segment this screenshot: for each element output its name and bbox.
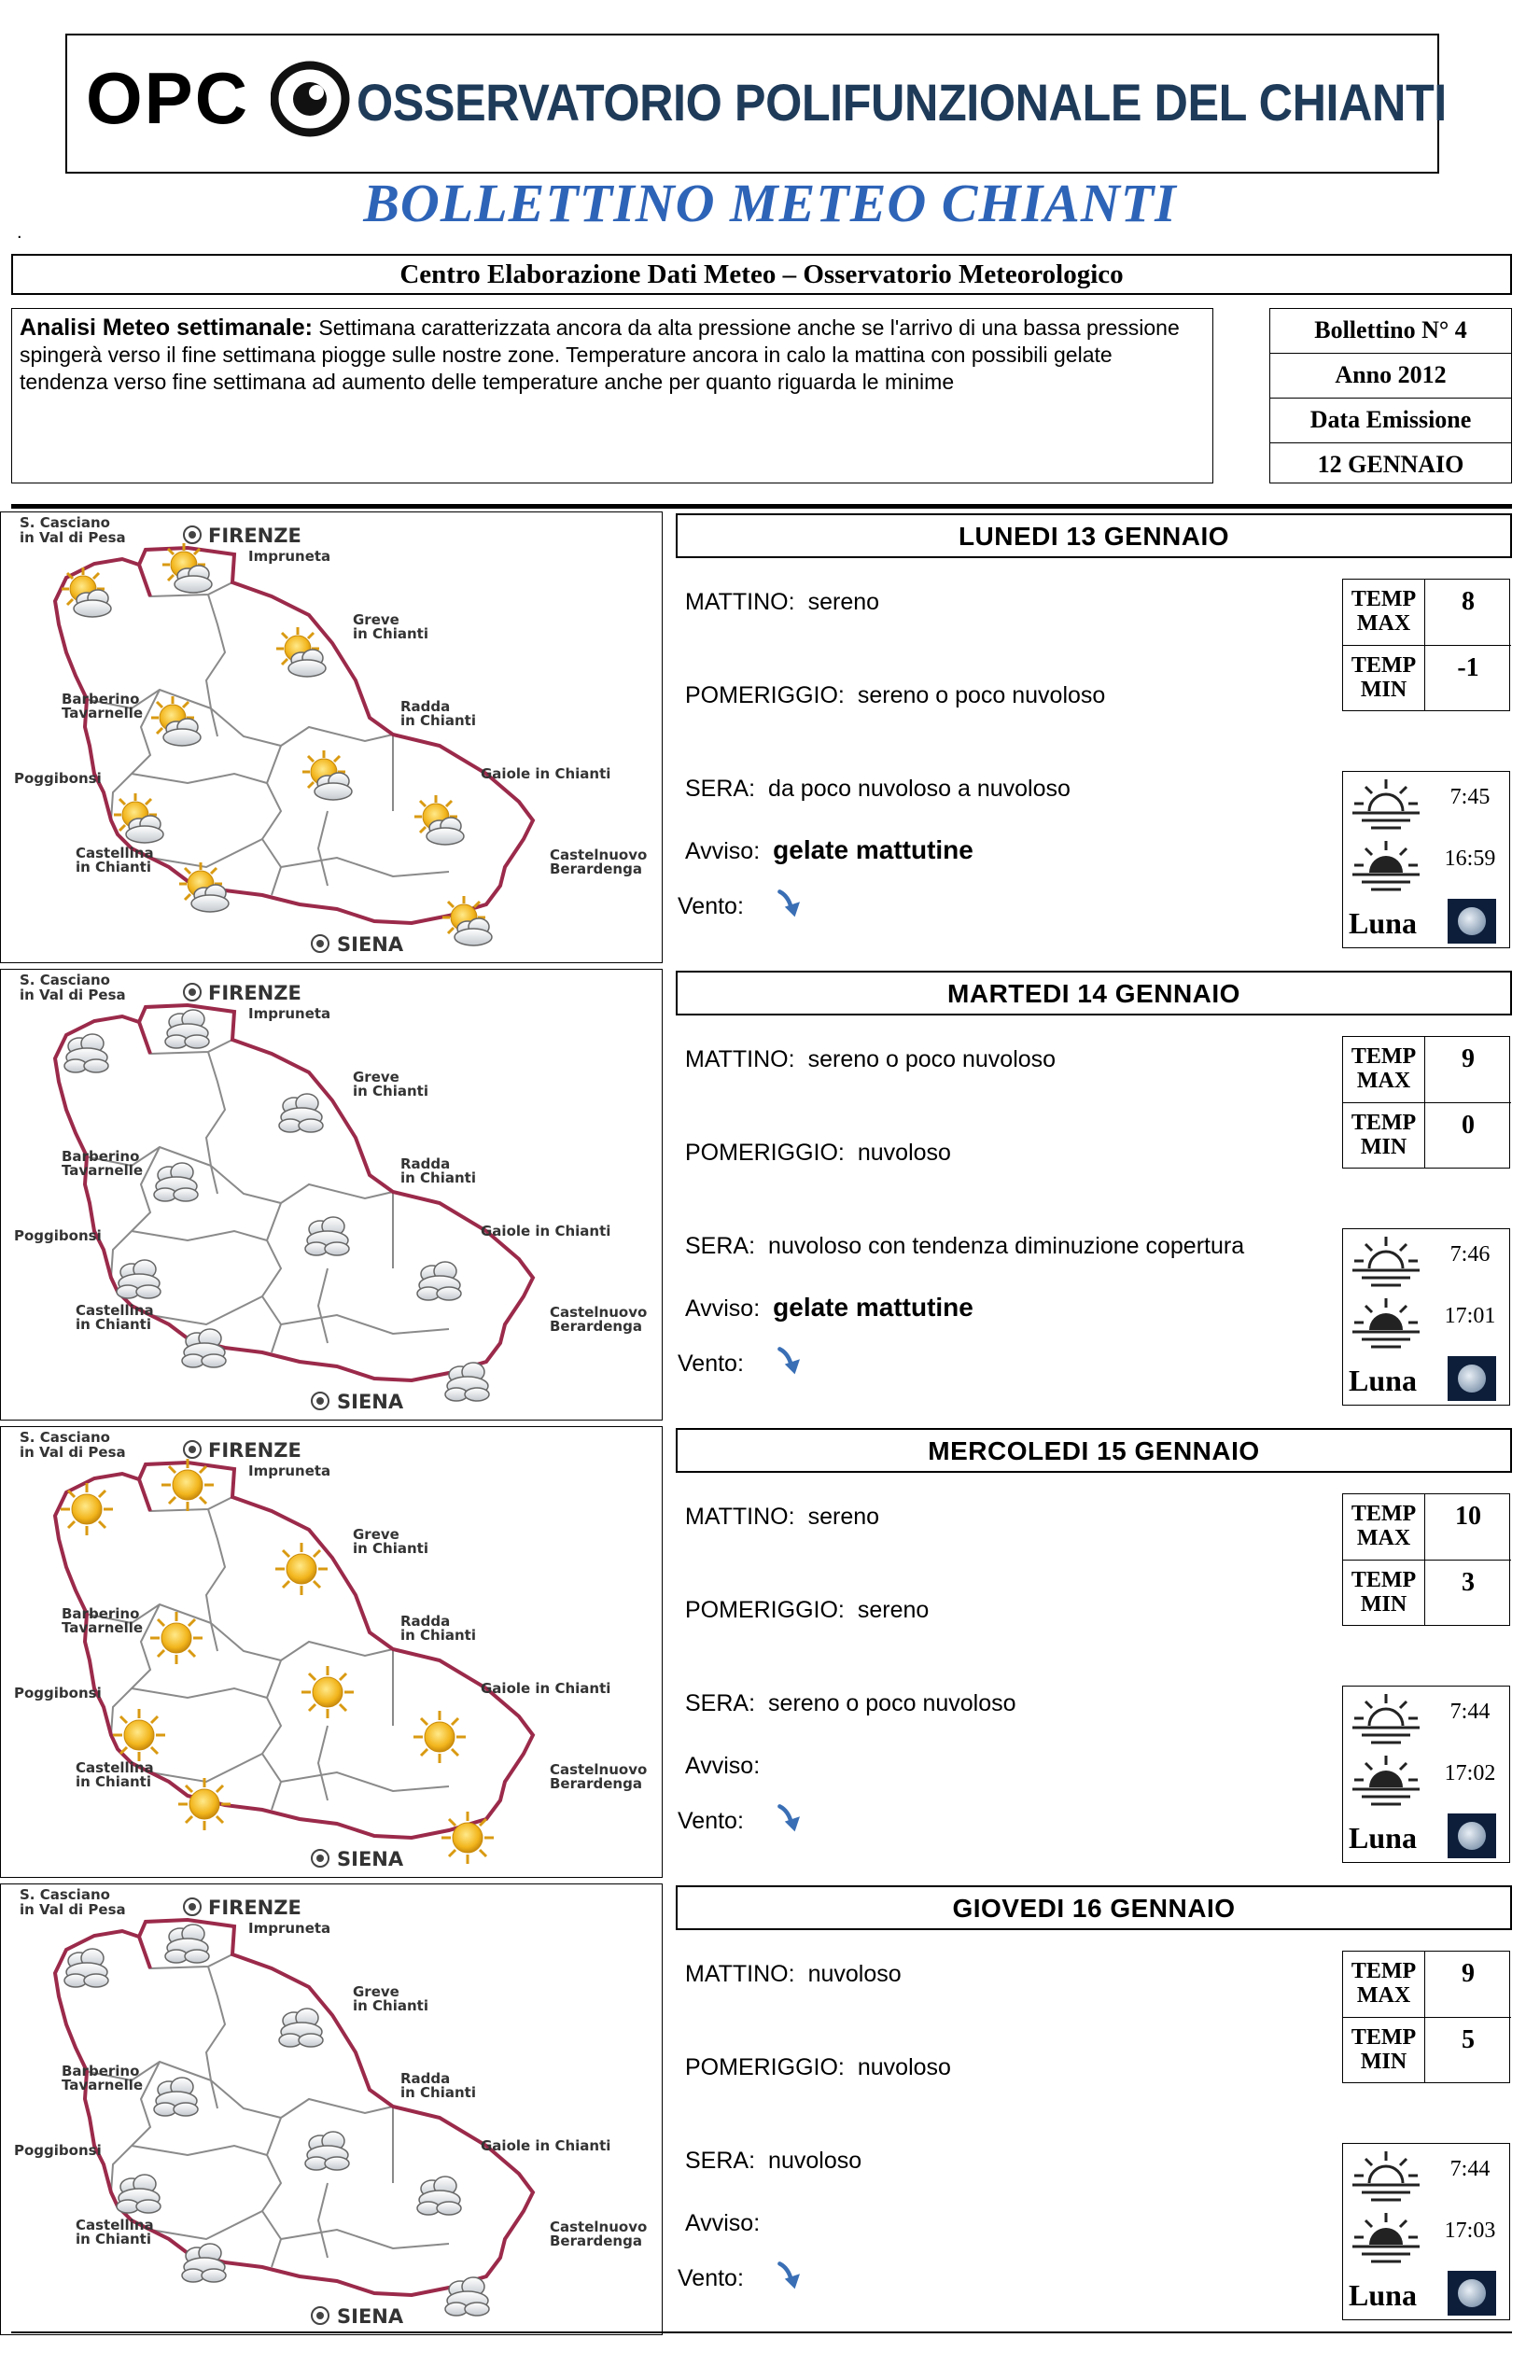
vento-label: Vento: — [678, 1808, 744, 1834]
analysis-text: Settimana caratterizzata ancora da alta pressione anche se l'arrivo di una bassa pressione spingerà verso il fine settimana piogge sulle nostre zone. Temperature ancora in calo la mattina con possibili gelate tendenza verso fine settimana ad aumento delle temperature anche per quanto riguarda le minime — [20, 315, 1180, 394]
map-label-firenze: FIRENZE — [208, 982, 301, 1004]
organization-name: OSSERVATORIO POLIFUNZIONALE DEL CHIANTI — [357, 73, 1447, 132]
max-word: MAX — [1356, 1069, 1411, 1093]
sun-cloud-icon — [414, 795, 464, 845]
pomeriggio-line — [685, 2053, 951, 2081]
mattino-label: MATTINO — [685, 1504, 789, 1530]
max-word: MAX — [1356, 1983, 1411, 2008]
sun-icon — [441, 1812, 494, 1864]
map-label-radda-2: in Chianti — [400, 1169, 476, 1186]
sun-cloud-icon — [276, 627, 326, 677]
map-label-castellina-2: in Chianti — [76, 859, 151, 875]
chianti-map — [0, 1883, 663, 2335]
colon: : — [749, 1690, 756, 1716]
temp-word: TEMP — [1351, 1959, 1417, 1983]
min-word: MIN — [1360, 2050, 1407, 2074]
colon: : — [837, 682, 845, 708]
map-label-radda-1: Radda — [400, 698, 451, 715]
map-label-greve-2: in Chianti — [353, 1083, 428, 1099]
map-label-castelnuovo-1: Castelnuovo — [550, 2219, 648, 2235]
sunset-icon — [1349, 1752, 1423, 1808]
cloud-icon — [417, 2177, 461, 2215]
temp-min-value: -1 — [1457, 653, 1479, 682]
colon: : — [753, 1753, 761, 1779]
map-label-greve-2: in Chianti — [353, 1540, 428, 1557]
vento-line — [678, 1807, 744, 1835]
vento-line — [678, 1350, 744, 1378]
colon: : — [788, 1961, 795, 1987]
cloud-icon — [64, 1034, 108, 1072]
avviso-value: gelate mattutine — [773, 835, 973, 864]
map-label-scasciano-1: S. Casciano — [20, 1429, 110, 1446]
chianti-map-svg — [1, 1427, 662, 1877]
mattino-value: sereno — [807, 589, 880, 615]
vento-line — [678, 892, 744, 920]
cloud-icon — [165, 1925, 209, 1963]
firenze-marker-icon — [184, 1441, 201, 1458]
map-label-siena: SIENA — [337, 1391, 404, 1413]
sunset-icon — [1349, 1295, 1423, 1351]
sera-label: SERA — [685, 1690, 749, 1716]
sunset-time: 17:03 — [1444, 2219, 1496, 2243]
analysis-label: Analisi Meteo settimanale — [20, 315, 305, 341]
avviso-label: Avviso — [685, 838, 754, 864]
map-label-firenze: FIRENZE — [208, 1439, 301, 1462]
temperature-box — [1342, 1493, 1510, 1626]
day-forecast-2 — [0, 969, 1540, 1421]
sunrise-icon — [1349, 1233, 1423, 1289]
mattino-label: MATTINO — [685, 589, 789, 615]
sera-label: SERA — [685, 2148, 749, 2174]
sun-icon — [275, 1543, 328, 1595]
sera-value: da poco nuvoloso a nuvoloso — [768, 776, 1071, 802]
colon: : — [788, 589, 795, 615]
pomeriggio-value: nuvoloso — [857, 2054, 951, 2080]
moon-phase-icon — [1448, 899, 1496, 944]
sun-icon — [161, 1459, 214, 1511]
vento-label: Vento: — [678, 2265, 744, 2291]
colon: : — [788, 1046, 795, 1072]
sera-line — [685, 2147, 861, 2175]
mattino-value: sereno — [807, 1504, 880, 1530]
map-label-barberino-2: Tavarnelle — [62, 705, 144, 721]
avviso-label: Avviso — [685, 1753, 754, 1779]
map-label-castellina-2: in Chianti — [76, 1316, 151, 1333]
sun-icon — [113, 1709, 165, 1761]
sera-line — [685, 1689, 1016, 1717]
map-label-barberino-1: Barberino — [62, 1605, 140, 1622]
temp-word: TEMP — [1351, 587, 1417, 611]
sera-value: nuvoloso con tendenza diminuzione copertura — [768, 1233, 1245, 1259]
mattino-line — [685, 1960, 902, 1988]
pomeriggio-line — [685, 1596, 929, 1624]
map-label-castellina-1: Castellina — [76, 845, 154, 861]
wind-arrow-icon — [775, 887, 808, 920]
sun-cloud-icon — [114, 793, 163, 843]
map-label-impruneta: Impruneta — [248, 548, 331, 565]
min-word: MIN — [1360, 1135, 1407, 1159]
sera-line — [685, 775, 1071, 803]
map-label-radda-1: Radda — [400, 1155, 451, 1172]
map-label-castellina-1: Castellina — [76, 2217, 154, 2233]
sera-value: nuvoloso — [768, 2148, 862, 2174]
sunrise-time: 7:44 — [1449, 1700, 1491, 1724]
sunset-time: 17:02 — [1444, 1761, 1496, 1785]
colon: : — [749, 2148, 756, 2174]
firenze-marker-icon — [184, 526, 201, 543]
temp-max-label — [1343, 1494, 1425, 1560]
map-label-greve-1: Greve — [353, 1983, 399, 2000]
analysis-colon: : — [304, 315, 313, 341]
section-divider — [11, 504, 1512, 509]
temp-min-label — [1343, 2018, 1425, 2083]
colon: : — [753, 838, 761, 864]
map-label-gaiole: Gaiole in Chianti — [481, 1680, 611, 1697]
map-label-greve-2: in Chianti — [353, 625, 428, 642]
map-label-poggibonsi: Poggibonsi — [14, 2142, 102, 2159]
map-label-radda-1: Radda — [400, 2070, 451, 2087]
map-label-scasciano-2: in Val di Pesa — [20, 529, 126, 546]
firenze-marker-icon — [184, 984, 201, 1001]
day-forecast-3 — [0, 1426, 1540, 1878]
sun-cloud-icon — [179, 862, 229, 912]
day-forecast-4 — [0, 1883, 1540, 2335]
map-label-firenze: FIRENZE — [208, 525, 301, 547]
map-label-castellina-1: Castellina — [76, 1302, 154, 1319]
map-label-scasciano-2: in Val di Pesa — [20, 1444, 126, 1461]
avviso-line — [685, 1294, 973, 1323]
map-label-gaiole: Gaiole in Chianti — [481, 2137, 611, 2154]
colon: : — [788, 1504, 795, 1530]
logo-text: OPC — [86, 57, 250, 139]
chianti-map-svg — [1, 512, 662, 962]
map-label-greve-1: Greve — [353, 1526, 399, 1543]
vento-label: Vento: — [678, 893, 744, 919]
temp-min-value: 3 — [1462, 1568, 1475, 1597]
sun-moon-box — [1342, 771, 1510, 948]
temp-max-value: 8 — [1462, 587, 1475, 616]
stray-dot: . — [17, 222, 22, 243]
avviso-label: Avviso — [685, 2210, 754, 2236]
map-label-gaiole: Gaiole in Chianti — [481, 765, 611, 782]
pomeriggio-line — [685, 1139, 951, 1167]
map-label-scasciano-2: in Val di Pesa — [20, 987, 126, 1003]
cloud-icon — [305, 2132, 349, 2170]
map-label-castelnuovo-2: Berardenga — [550, 2233, 642, 2249]
cloud-icon — [64, 1949, 108, 1987]
cloud-icon — [279, 1094, 323, 1132]
temp-word: TEMP — [1351, 1111, 1417, 1135]
colon: : — [837, 1140, 845, 1166]
pomeriggio-line — [685, 681, 1105, 709]
map-label-barberino-2: Tavarnelle — [62, 2077, 144, 2093]
temp-min-value: 0 — [1462, 1111, 1475, 1140]
temp-max-value: 9 — [1462, 1044, 1475, 1073]
day-title: LUNEDI 13 GENNAIO — [676, 513, 1512, 558]
siena-marker-icon — [312, 1393, 329, 1409]
temp-min-label — [1343, 1103, 1425, 1169]
sun-cloud-icon — [302, 750, 352, 800]
map-label-radda-2: in Chianti — [400, 1627, 476, 1644]
luna-label: Luna — [1349, 1821, 1417, 1855]
sera-value: sereno o poco nuvoloso — [768, 1690, 1016, 1716]
moon-phase-icon — [1448, 1813, 1496, 1858]
sun-moon-box — [1342, 2143, 1510, 2320]
temperature-box — [1342, 579, 1510, 711]
wind-arrow-icon — [775, 1801, 808, 1835]
map-label-castellina-2: in Chianti — [76, 2231, 151, 2247]
temp-max-label — [1343, 580, 1425, 645]
map-label-siena: SIENA — [337, 1848, 404, 1870]
chianti-map-svg — [1, 970, 662, 1420]
map-label-greve-2: in Chianti — [353, 1997, 428, 2014]
map-label-poggibonsi: Poggibonsi — [14, 770, 102, 787]
mattino-line — [685, 588, 879, 616]
pomeriggio-label: POMERIGGIO — [685, 1597, 838, 1623]
temp-word: TEMP — [1351, 2025, 1417, 2050]
day-forecast-1 — [0, 511, 1540, 963]
day-title: GIOVEDI 16 GENNAIO — [676, 1885, 1512, 1930]
moon-phase-icon — [1448, 1356, 1496, 1401]
bottom-divider — [11, 2331, 1512, 2333]
temperature-box — [1342, 1036, 1510, 1169]
sera-label: SERA — [685, 1233, 749, 1259]
map-label-castelnuovo-1: Castelnuovo — [550, 847, 648, 863]
emission-label: Data Emissione — [1270, 399, 1511, 443]
map-label-scasciano-2: in Val di Pesa — [20, 1901, 126, 1918]
cloud-icon — [445, 1363, 489, 1401]
bulletin-number: Bollettino N° 4 — [1270, 309, 1511, 354]
luna-label: Luna — [1349, 1364, 1417, 1397]
map-label-castelnuovo-2: Berardenga — [550, 1318, 642, 1335]
temp-word: TEMP — [1351, 1568, 1417, 1592]
sun-icon — [301, 1666, 354, 1718]
sunrise-icon — [1349, 1690, 1423, 1746]
map-label-castelnuovo-1: Castelnuovo — [550, 1761, 648, 1778]
vento-line — [678, 2264, 744, 2292]
min-word: MIN — [1360, 1592, 1407, 1617]
map-label-barberino-1: Barberino — [62, 691, 140, 707]
map-label-scasciano-1: S. Casciano — [20, 972, 110, 988]
bulletin-info-box — [1269, 308, 1512, 483]
map-label-gaiole: Gaiole in Chianti — [481, 1223, 611, 1239]
map-label-barberino-2: Tavarnelle — [62, 1162, 144, 1179]
map-label-impruneta: Impruneta — [248, 1005, 331, 1022]
chianti-map — [0, 511, 663, 963]
min-word: MIN — [1360, 678, 1407, 702]
cloud-icon — [165, 1010, 209, 1048]
map-label-radda-2: in Chianti — [400, 712, 476, 729]
temperature-box — [1342, 1951, 1510, 2083]
pomeriggio-label: POMERIGGIO — [685, 2054, 838, 2080]
sunrise-time: 7:44 — [1449, 2157, 1491, 2181]
cloud-icon — [182, 1329, 226, 1367]
siena-marker-icon — [312, 935, 329, 952]
map-label-firenze: FIRENZE — [208, 1897, 301, 1919]
map-label-castelnuovo-2: Berardenga — [550, 861, 642, 877]
cloud-icon — [154, 2078, 198, 2116]
sera-line — [685, 1232, 1244, 1260]
map-label-barberino-1: Barberino — [62, 2063, 140, 2079]
moon-phase-icon — [1448, 2271, 1496, 2316]
day-title: MERCOLEDI 15 GENNAIO — [676, 1428, 1512, 1473]
sera-label: SERA — [685, 776, 749, 802]
map-label-siena: SIENA — [337, 2305, 404, 2328]
wind-arrow-icon — [775, 2259, 808, 2292]
pomeriggio-label: POMERIGGIO — [685, 682, 838, 708]
pomeriggio-value: sereno o poco nuvoloso — [857, 682, 1106, 708]
vento-label: Vento: — [678, 1351, 744, 1377]
chianti-map-svg — [1, 1884, 662, 2334]
sunrise-time: 7:46 — [1449, 1242, 1491, 1267]
chianti-map — [0, 1426, 663, 1878]
sun-cloud-icon — [151, 696, 201, 746]
mattino-label: MATTINO — [685, 1961, 789, 1987]
temp-min-value: 5 — [1462, 2025, 1475, 2054]
header-logo-box — [65, 34, 1447, 174]
temp-word: TEMP — [1351, 1044, 1417, 1069]
avviso-label: Avviso — [685, 1295, 754, 1322]
pomeriggio-label: POMERIGGIO — [685, 1140, 838, 1166]
colon: : — [753, 1295, 761, 1322]
temp-word: TEMP — [1351, 1502, 1417, 1526]
max-word: MAX — [1356, 611, 1411, 636]
pomeriggio-value: sereno — [857, 1597, 930, 1623]
pomeriggio-value: nuvoloso — [857, 1140, 951, 1166]
sun-icon — [413, 1711, 466, 1763]
max-word: MAX — [1356, 1526, 1411, 1550]
sunset-icon — [1349, 2209, 1423, 2265]
map-label-scasciano-1: S. Casciano — [20, 514, 110, 531]
colon: : — [749, 776, 756, 802]
map-label-castelnuovo-2: Berardenga — [550, 1775, 642, 1792]
temp-max-value: 9 — [1462, 1959, 1475, 1988]
sun-icon — [178, 1778, 231, 1830]
map-label-radda-1: Radda — [400, 1613, 451, 1630]
temp-word: TEMP — [1351, 653, 1417, 678]
temp-min-label — [1343, 1561, 1425, 1626]
map-label-castellina-2: in Chianti — [76, 1773, 151, 1790]
sunset-time: 17:01 — [1444, 1304, 1496, 1328]
colon: : — [837, 1597, 845, 1623]
cloud-icon — [154, 1163, 198, 1201]
sunrise-time: 7:45 — [1449, 785, 1491, 809]
bulletin-year: Anno 2012 — [1270, 354, 1511, 399]
avviso-line — [685, 1751, 773, 1780]
map-label-greve-1: Greve — [353, 1069, 399, 1085]
avviso-line — [685, 2208, 773, 2237]
map-label-scasciano-1: S. Casciano — [20, 1886, 110, 1903]
sunrise-icon — [1349, 776, 1423, 832]
eye-logo-icon — [271, 52, 355, 146]
chianti-map — [0, 969, 663, 1421]
temp-max-label — [1343, 1037, 1425, 1102]
colon: : — [753, 2210, 761, 2236]
temp-min-label — [1343, 646, 1425, 711]
avviso-value: gelate mattutine — [773, 1293, 973, 1322]
colon: : — [749, 1233, 756, 1259]
emission-date: 12 GENNAIO — [1317, 451, 1464, 478]
map-label-greve-1: Greve — [353, 611, 399, 628]
day-title: MARTEDI 14 GENNAIO — [676, 971, 1512, 1015]
weekly-analysis — [11, 308, 1213, 483]
mattino-line — [685, 1503, 879, 1531]
map-label-siena: SIENA — [337, 933, 404, 956]
cloud-icon — [305, 1217, 349, 1255]
sun-icon — [150, 1612, 203, 1664]
map-label-barberino-2: Tavarnelle — [62, 1619, 144, 1636]
cloud-icon — [279, 2009, 323, 2047]
sun-icon — [61, 1483, 113, 1535]
sun-cloud-icon — [62, 567, 111, 617]
map-label-impruneta: Impruneta — [248, 1463, 331, 1479]
map-label-radda-2: in Chianti — [400, 2084, 476, 2101]
luna-label: Luna — [1349, 906, 1417, 940]
sun-moon-box — [1342, 1228, 1510, 1406]
map-label-castellina-1: Castellina — [76, 1759, 154, 1776]
bulletin-title: BOLLETTINO METEO CHIANTI — [363, 173, 1177, 233]
temp-max-value: 10 — [1455, 1502, 1481, 1531]
map-label-castelnuovo-1: Castelnuovo — [550, 1304, 648, 1321]
luna-label: Luna — [1349, 2278, 1417, 2312]
cloud-icon — [117, 1260, 161, 1298]
sunset-time: 16:59 — [1444, 847, 1496, 871]
sunrise-icon — [1349, 2148, 1423, 2204]
temp-max-label — [1343, 1952, 1425, 2017]
colon: : — [837, 2054, 845, 2080]
siena-marker-icon — [312, 1850, 329, 1867]
cloud-icon — [182, 2244, 226, 2282]
sunset-icon — [1349, 837, 1423, 893]
cloud-icon — [117, 2175, 161, 2213]
avviso-line — [685, 836, 973, 865]
map-label-poggibonsi: Poggibonsi — [14, 1685, 102, 1701]
siena-marker-icon — [312, 2307, 329, 2324]
mattino-value: nuvoloso — [807, 1961, 902, 1987]
center-heading: Centro Elaborazione Dati Meteo – Osservatorio Meteorologico — [11, 254, 1512, 295]
cloud-icon — [445, 2277, 489, 2316]
map-label-poggibonsi: Poggibonsi — [14, 1227, 102, 1244]
wind-arrow-icon — [775, 1344, 808, 1378]
cloud-icon — [417, 1262, 461, 1300]
firenze-marker-icon — [184, 1898, 201, 1915]
mattino-value: sereno o poco nuvoloso — [807, 1046, 1057, 1072]
sun-moon-box — [1342, 1686, 1510, 1863]
map-label-barberino-1: Barberino — [62, 1148, 140, 1165]
map-label-impruneta: Impruneta — [248, 1920, 331, 1937]
mattino-line — [685, 1045, 1056, 1073]
mattino-label: MATTINO — [685, 1046, 789, 1072]
